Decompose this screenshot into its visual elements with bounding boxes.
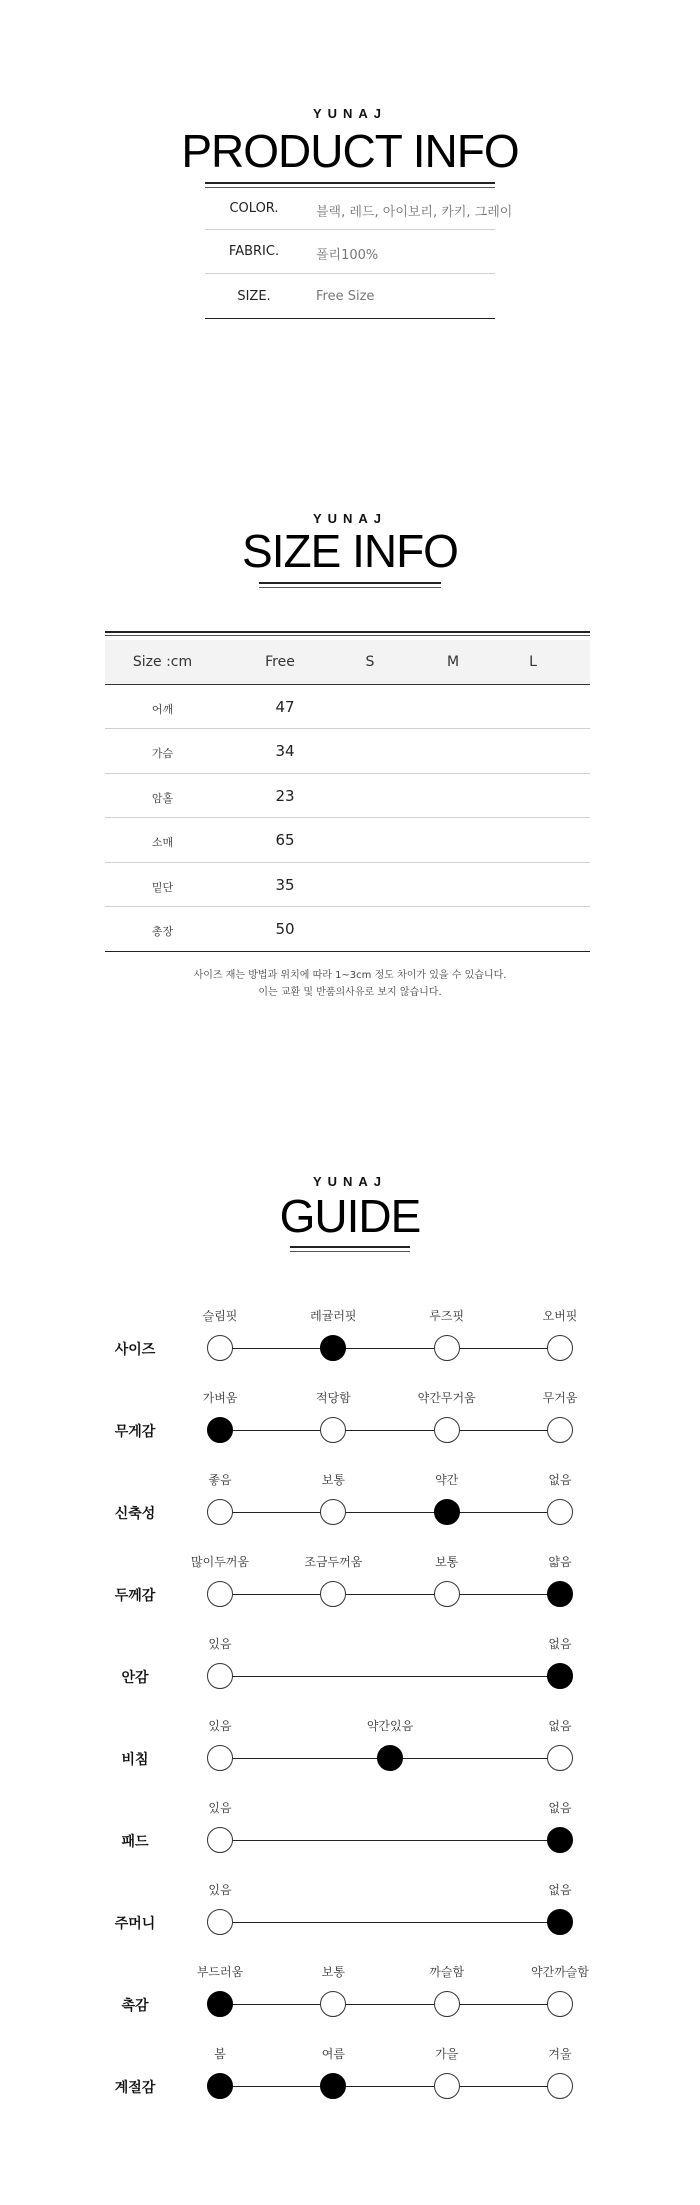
guide-track bbox=[220, 2086, 560, 2087]
guide-dot-selected bbox=[207, 1417, 233, 1443]
guide-row-label: 비침 bbox=[121, 1752, 149, 1768]
guide-option-label: 보통 bbox=[321, 1965, 345, 1979]
product-size-value: Free Size bbox=[316, 289, 375, 304]
size-row-label: 밑단 bbox=[151, 881, 174, 894]
guide-dot-selected bbox=[207, 1991, 233, 2017]
product-fabric-label: FABRIC. bbox=[228, 244, 280, 259]
brand-logo-product: YUNAJ bbox=[312, 106, 388, 121]
guide-dot bbox=[434, 1335, 460, 1361]
guide-row-label: 패드 bbox=[121, 1834, 149, 1850]
guide-track bbox=[220, 1840, 560, 1841]
row-divider bbox=[105, 906, 590, 907]
guide-dot-selected bbox=[320, 2073, 346, 2099]
row-divider bbox=[105, 728, 590, 729]
row-divider bbox=[105, 817, 590, 818]
product-color-label: COLOR. bbox=[229, 201, 279, 216]
guide-option-label: 있음 bbox=[208, 1883, 232, 1897]
row-divider bbox=[105, 862, 590, 863]
guide-option-label: 오버핏 bbox=[542, 1309, 578, 1323]
guide-option-label: 좋음 bbox=[208, 1473, 232, 1487]
guide-option-label: 없음 bbox=[548, 1637, 572, 1651]
guide-row-label: 주머니 bbox=[114, 1916, 156, 1932]
header-rule bbox=[105, 684, 590, 685]
guide-row-label: 촉감 bbox=[121, 1998, 149, 2014]
guide-option-label: 없음 bbox=[548, 1473, 572, 1487]
guide-option-label: 루즈핏 bbox=[429, 1309, 465, 1323]
guide-dot-selected bbox=[547, 1909, 573, 1935]
guide-option-label: 까슬함 bbox=[429, 1965, 465, 1979]
guide-track bbox=[220, 1512, 560, 1513]
size-row-value: 47 bbox=[275, 698, 295, 716]
row-divider bbox=[105, 773, 590, 774]
title-underline bbox=[205, 182, 495, 188]
guide-dot bbox=[207, 1745, 233, 1771]
table-bottom-rule bbox=[105, 951, 590, 952]
guide-option-label: 없음 bbox=[548, 1719, 572, 1733]
guide-dot bbox=[207, 1827, 233, 1853]
title-underline bbox=[290, 1246, 410, 1252]
guide-option-label: 보통 bbox=[321, 1473, 345, 1487]
guide-dot-selected bbox=[207, 2073, 233, 2099]
guide-dot bbox=[207, 1663, 233, 1689]
row-divider bbox=[205, 273, 495, 274]
guide-dot bbox=[547, 1499, 573, 1525]
guide-dot bbox=[320, 1991, 346, 2017]
guide-track bbox=[220, 1676, 560, 1677]
guide-option-label: 약간있음 bbox=[366, 1719, 414, 1733]
size-header-s: S bbox=[365, 654, 375, 670]
guide-dot-selected bbox=[320, 1335, 346, 1361]
guide-dot bbox=[547, 1991, 573, 2017]
size-row-value: 34 bbox=[275, 742, 295, 760]
table-top-rule bbox=[105, 631, 590, 636]
guide-dot-selected bbox=[547, 1827, 573, 1853]
guide-dot bbox=[547, 1745, 573, 1771]
product-color-value: 블랙, 레드, 아이보리, 카키, 그레이 bbox=[316, 205, 513, 220]
table-bottom-rule bbox=[205, 318, 495, 319]
guide-option-label: 봄 bbox=[214, 2047, 226, 2061]
guide-dot bbox=[547, 2073, 573, 2099]
guide-option-label: 가을 bbox=[435, 2047, 459, 2061]
guide-option-label: 보통 bbox=[435, 1555, 459, 1569]
guide-dot bbox=[434, 1581, 460, 1607]
guide-option-label: 있음 bbox=[208, 1637, 232, 1651]
guide-option-label: 약간 bbox=[435, 1473, 459, 1487]
guide-option-label: 부드러움 bbox=[196, 1965, 244, 1979]
guide-option-label: 적당함 bbox=[315, 1391, 351, 1405]
guide-option-label: 없음 bbox=[548, 1883, 572, 1897]
guide-track bbox=[220, 1594, 560, 1595]
brand-logo-guide: YUNAJ bbox=[312, 1174, 388, 1189]
size-header-l: L bbox=[529, 654, 537, 670]
guide-option-label: 슬림핏 bbox=[202, 1309, 238, 1323]
guide-dot bbox=[547, 1335, 573, 1361]
guide-option-label: 겨울 bbox=[548, 2047, 572, 2061]
product-info-title: PRODUCT INFO bbox=[181, 125, 519, 177]
guide-dot-selected bbox=[377, 1745, 403, 1771]
guide-dot-selected bbox=[547, 1581, 573, 1607]
row-divider bbox=[205, 229, 495, 230]
guide-track bbox=[220, 1922, 560, 1923]
guide-option-label: 얇음 bbox=[548, 1555, 572, 1569]
title-underline bbox=[259, 582, 441, 588]
guide-option-label: 약간까슬함 bbox=[531, 1965, 589, 1979]
size-row-value: 23 bbox=[275, 787, 295, 805]
guide-dot bbox=[207, 1581, 233, 1607]
size-row-label: 가슴 bbox=[151, 747, 174, 760]
guide-row-label: 계절감 bbox=[114, 2080, 156, 2096]
guide-option-label: 없음 bbox=[548, 1801, 572, 1815]
guide-option-label: 레귤러핏 bbox=[310, 1309, 357, 1323]
size-row-label: 어깨 bbox=[151, 703, 174, 716]
guide-dot bbox=[320, 1499, 346, 1525]
guide-track bbox=[220, 1430, 560, 1431]
size-note: 사이즈 재는 방법과 위치에 따라 1~3cm 정도 차이가 있을 수 있습니다. bbox=[193, 970, 507, 981]
guide-row-label: 무게감 bbox=[114, 1424, 156, 1440]
guide-option-label: 여름 bbox=[321, 2047, 345, 2061]
guide-option-label: 있음 bbox=[208, 1801, 232, 1815]
guide-dot bbox=[320, 1581, 346, 1607]
guide-option-label: 가벼움 bbox=[202, 1391, 238, 1405]
guide-dot bbox=[434, 1991, 460, 2017]
size-row-label: 소매 bbox=[151, 836, 174, 849]
guide-dot bbox=[207, 1335, 233, 1361]
guide-dot bbox=[320, 1417, 346, 1443]
guide-dot-selected bbox=[434, 1499, 460, 1525]
brand-logo-size: YUNAJ bbox=[312, 511, 388, 526]
guide-dot bbox=[207, 1909, 233, 1935]
size-header-free: Free bbox=[265, 654, 295, 670]
size-row-value: 35 bbox=[275, 876, 295, 894]
guide-row-label: 두께감 bbox=[114, 1588, 156, 1604]
size-row-label: 총장 bbox=[151, 925, 174, 938]
guide-row-label: 신축성 bbox=[114, 1506, 156, 1522]
guide-option-label: 약간무거움 bbox=[417, 1391, 476, 1405]
size-row-label: 암홀 bbox=[151, 792, 174, 805]
size-row-value: 65 bbox=[275, 831, 295, 849]
guide-track bbox=[220, 2004, 560, 2005]
guide-option-label: 있음 bbox=[208, 1719, 232, 1733]
guide-option-label: 무거움 bbox=[542, 1391, 578, 1405]
product-size-label: SIZE. bbox=[237, 289, 271, 304]
guide-dot bbox=[434, 2073, 460, 2099]
guide-dot bbox=[207, 1499, 233, 1525]
guide-title: GUIDE bbox=[279, 1190, 421, 1242]
guide-dot bbox=[547, 1417, 573, 1443]
size-header-unit: Size :cm bbox=[132, 654, 193, 670]
size-row-value: 50 bbox=[275, 920, 295, 938]
guide-row-label: 사이즈 bbox=[114, 1342, 156, 1358]
product-fabric-value: 폴리100% bbox=[316, 248, 379, 263]
size-note: 이는 교환 및 반품의사유로 보지 않습니다. bbox=[258, 987, 442, 998]
guide-option-label: 많이두꺼움 bbox=[191, 1555, 249, 1569]
size-info-title: SIZE INFO bbox=[242, 525, 458, 577]
size-header-m: M bbox=[446, 654, 460, 670]
guide-dot-selected bbox=[547, 1663, 573, 1689]
guide-dot bbox=[434, 1417, 460, 1443]
guide-row-label: 안감 bbox=[121, 1670, 149, 1686]
guide-option-label: 조금두꺼움 bbox=[304, 1555, 363, 1569]
guide-track bbox=[220, 1348, 560, 1349]
